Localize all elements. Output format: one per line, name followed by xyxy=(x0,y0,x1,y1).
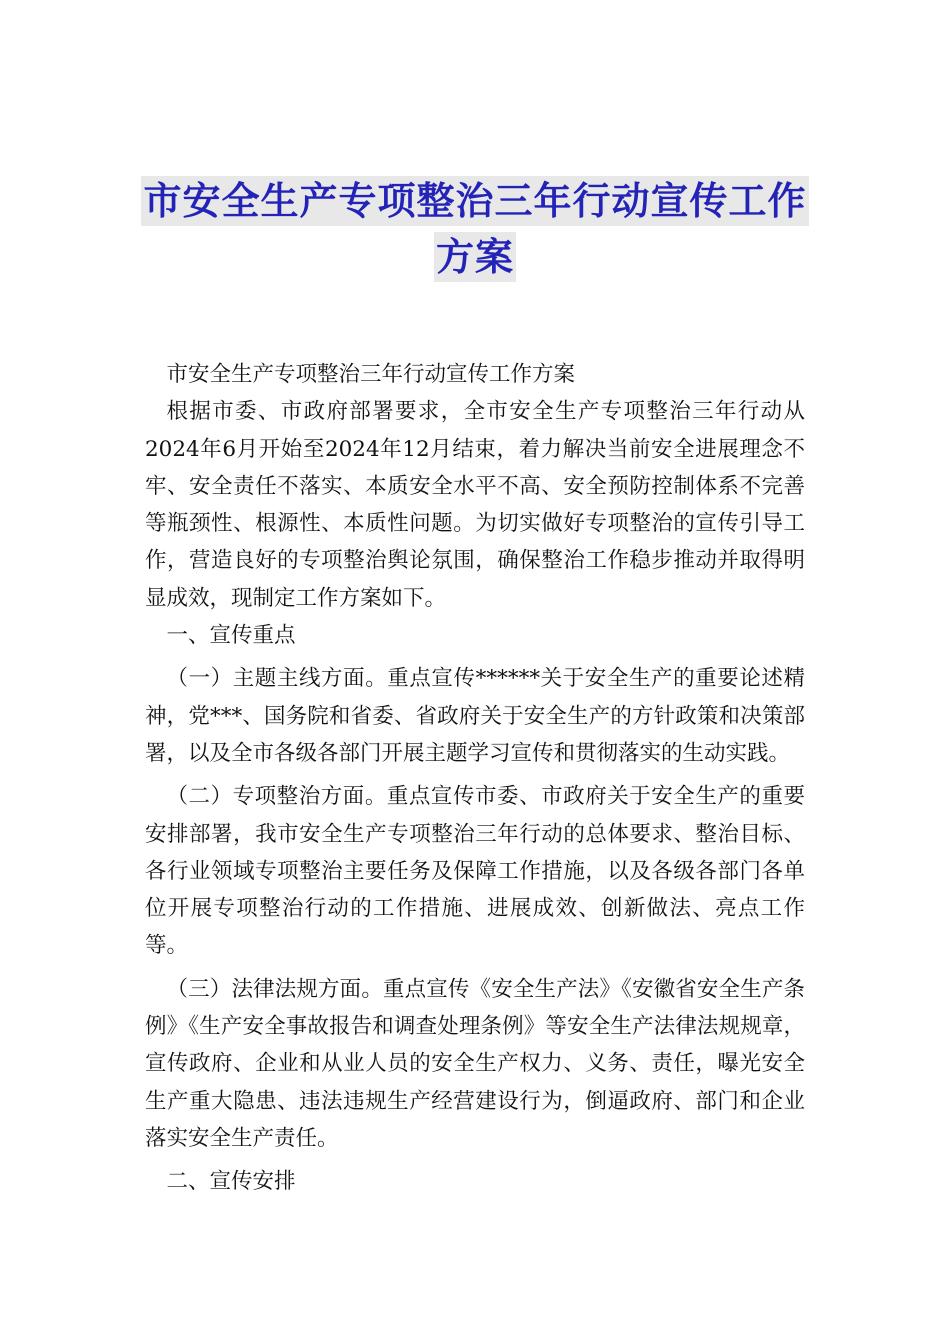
title-line-1: 市安全生产专项整治三年行动宣传工作 xyxy=(141,176,808,226)
paragraph-intro: 根据市委、市政府部署要求，全市安全生产专项整治三年行动从2024年6月开始至2024年12月结束，着力解决当前安全进展理念不牢、安全责任不落实、本质安全水平不高、安全预防控制体系不完善等瓶颈性、根源性、本质性问题。为切实做好专项整治的宣传引导工作，营造良好的专项整治舆论氛围，确保整治工作稳步推动并取得明显成效，现制定工作方案如下。 xyxy=(145,399,805,611)
doc-subtitle: 市安全生产专项整治三年行动宣传工作方案 xyxy=(166,362,576,387)
document-title xyxy=(0,176,950,282)
paragraph-laws: （三）法律法规方面。重点宣传《安全生产法》《安徽省安全生产条例》《生产安全事故报告和调查处理条例》等安全生产法律法规规章，宣传政府、企业和从业人员的安全生产权力、义务、责任，曝光安全生产重大隐患、违法违规生产经营建设行为，倒逼政府、部门和企业落实安全生产责任。 xyxy=(145,976,805,1151)
document-body xyxy=(145,356,805,1201)
section-heading-1: 一、宣传重点 xyxy=(166,623,296,649)
paragraph-theme: （一）主题主线方面。重点宣传******关于安全生产的重要论述精神，党***、国务院和省委、省政府关于安全生产的方针政策和决策部署，以及全市各级各部门开展主题学习宣传和贯彻落实的生动实践。 xyxy=(145,666,805,766)
title-line-2: 方案 xyxy=(434,232,516,282)
section-heading-2: 二、宣传安排 xyxy=(166,1169,296,1195)
paragraph-special-rectification: （二）专项整治方面。重点宣传市委、市政府关于安全生产的重要安排部署，我市安全生产专项整治三年行动的总体要求、整治目标、各行业领域专项整治主要任务及保障工作措施，以及各级各部门各单位开展专项整治行动的工作措施、进展成效、创新做法、亮点工作等。 xyxy=(145,784,805,959)
